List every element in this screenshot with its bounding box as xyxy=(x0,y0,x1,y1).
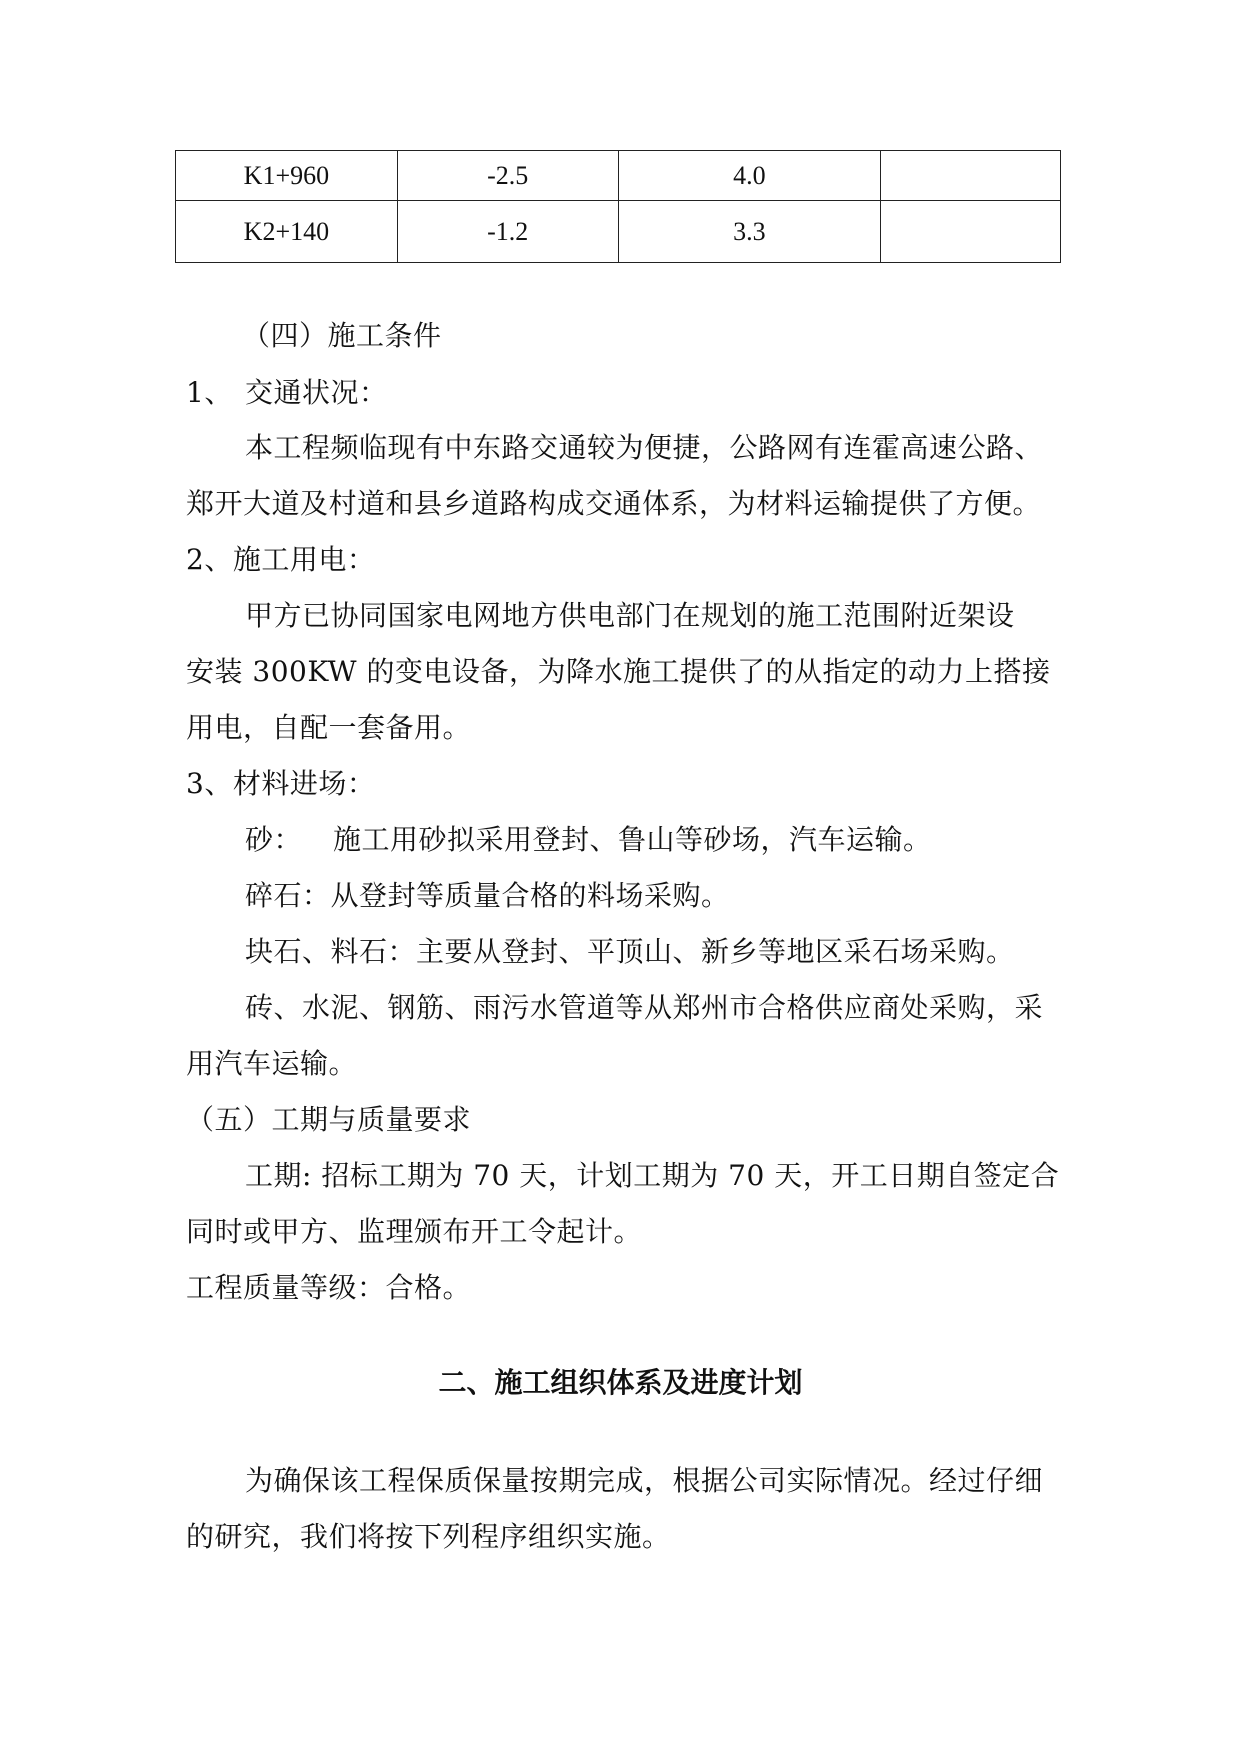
table-cell xyxy=(881,151,1061,201)
material-line-stone: 块石、料石：主要从登封、平顶山、新乡等地区采石场采购。 xyxy=(245,935,1015,968)
paragraph-line: 工期: 招标工期为 70 天，计划工期为 70 天，开工日期自签定合 xyxy=(245,1159,1060,1192)
paragraph-line: 郑开大道及村道和县乡道路构成交通体系，为材料运输提供了方便。 xyxy=(186,487,1042,520)
item-title-power: 2、施工用电： xyxy=(186,543,376,576)
section-title-period-quality: （五）工期与质量要求 xyxy=(186,1103,472,1136)
table-cell: -1.2 xyxy=(397,201,618,263)
paragraph-line: 甲方已协同国家电网地方供电部门在规划的施工范围附近架设 xyxy=(245,599,1015,632)
table-cell: -2.5 xyxy=(397,151,618,201)
table-cell xyxy=(881,201,1061,263)
paragraph-line: 用电，自配一套备用。 xyxy=(186,711,472,744)
table-row xyxy=(176,201,1061,263)
data-table xyxy=(175,150,1061,263)
table-cell: 4.0 xyxy=(618,151,881,201)
paragraph-line: 为确保该工程保质保量按期完成，根据公司实际情况。经过仔细 xyxy=(245,1464,1044,1497)
item-title-materials: 3、材料进场： xyxy=(186,767,376,800)
paragraph-line: 的研究，我们将按下列程序组织实施。 xyxy=(186,1520,671,1553)
paragraph-line: 用汽车运输。 xyxy=(186,1047,358,1080)
chapter-heading: 二、施工组织体系及进度计划 xyxy=(438,1366,803,1399)
section-title-construction-conditions: （四）施工条件 xyxy=(242,319,442,352)
item-number: 1、 xyxy=(186,376,233,409)
material-label-sand: 砂： xyxy=(245,823,303,856)
table-cell: K1+960 xyxy=(176,151,398,201)
table-row xyxy=(176,151,1061,201)
table-cell: 3.3 xyxy=(618,201,881,263)
paragraph-line: 同时或甲方、监理颁布开工令起计。 xyxy=(186,1215,643,1248)
paragraph-line: 砖、水泥、钢筋、雨污水管道等从郑州市合格供应商处采购，采 xyxy=(245,991,1044,1024)
paragraph-line: 本工程频临现有中东路交通较为便捷，公路网有连霍高速公路、 xyxy=(245,431,1044,464)
item-title-traffic: 交通状况： xyxy=(245,376,388,409)
quality-grade-line: 工程质量等级：合格。 xyxy=(186,1271,472,1304)
material-line-gravel: 碎石：从登封等质量合格的料场采购。 xyxy=(245,879,730,912)
material-text-sand: 施工用砂拟采用登封、鲁山等砂场，汽车运输。 xyxy=(333,823,932,856)
paragraph-line: 安装 300KW 的变电设备，为降水施工提供了的从指定的动力上搭接 xyxy=(186,655,1051,688)
table-cell: K2+140 xyxy=(176,201,398,263)
